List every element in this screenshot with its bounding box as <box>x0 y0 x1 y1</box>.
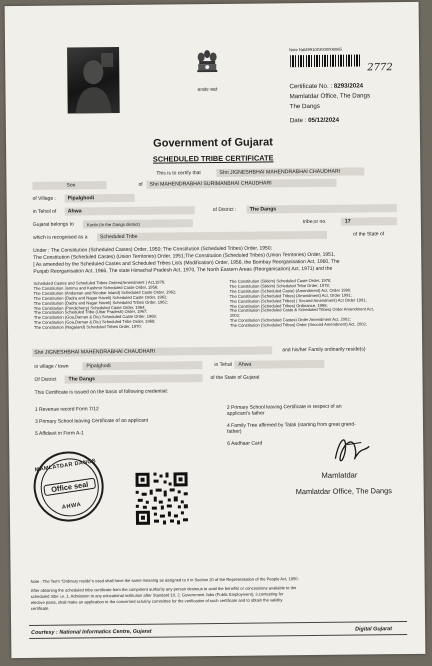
order-item: The Constitution (Scheduled Tribes) Order (Second Amendment) Act, 2002; <box>229 321 367 328</box>
order-item: The Constitution (Scheduled Tribes) Ordinance, 1996; <box>229 302 328 309</box>
of-district-value: The Dangs <box>68 376 96 383</box>
order-item: The Constitution (Scheduled Tribes) (Amendment) Act, Order 1991; <box>229 292 352 299</box>
barcode <box>290 54 360 67</box>
applicant-name: Shri JIGNESHBHAI MAHENDRABHAI CHAUDHARI <box>219 168 341 176</box>
order-item: The Constitution (Dadra and Nagar Haveli) Scheduled Tribes Order, 1962; <box>33 299 168 306</box>
issuing-office: Mamlatdar Office, The Dangs <box>289 92 371 101</box>
order-item: The Constitution (Goa,Daman & Diu) Scheduled Tribe Order, 1968; <box>33 318 156 326</box>
in-village-label: in village / town <box>34 363 69 370</box>
state-suffix: of the State of <box>352 231 385 238</box>
note-line-2: After obtaining the scheduled tribe certificate from the competent authority any person desirous to avail the benefits or concessions available to the <box>30 585 297 593</box>
under-line-1: Under : The Constitution (Scheduled Castes) Order, 1950; The Constitution (Scheduled Tribes) Order, 1950; <box>33 245 273 254</box>
footer-rule-top <box>29 621 407 626</box>
belongs-label: Gujarat belongs to <box>32 221 74 228</box>
order-item: The Constitution (Pondicherry) Scheduled Caste Order, 1964; <box>33 304 146 311</box>
national-emblem-icon <box>193 48 221 88</box>
under-line-2: The Constitution (Scheduled Castes) (Union Territories) Order, 1951;The Constitution (Scheduled Tribes) (Union Territories) Order, 1951, <box>33 251 336 261</box>
village-label: of Village : <box>32 195 56 202</box>
under-line-3: [ As amended by the Scheduled Castes and Scheduled Tribes Lists (Modification) Order, 1956, the Bombay Reorganisation Act, 1960, The <box>33 258 340 268</box>
state-of-gujarat: of the State of Gujarat <box>210 374 260 382</box>
note-line-4: elective posts, shall make an application to the concerned scrutiny committee for the verification of such certificate and to obtain the validity <box>30 597 283 605</box>
qr-code <box>133 470 190 527</box>
note-line-1: Note : The Term "Ordinary reside"s used shall have the same meaning as assigned to it in Section 20 of the Representation of the People Act, 1950. <box>30 576 299 584</box>
note-number: 24991003000008065 <box>303 46 342 53</box>
district-value: The Dangs <box>249 206 277 213</box>
issue-date-label: Date : <box>289 117 307 125</box>
applicant-photo <box>67 47 120 114</box>
order-item: The Constitution Scheduled Tribe (Uttar Pradesh) Order, 1967; <box>33 309 148 316</box>
village-value: Pipalghodi <box>67 195 95 202</box>
credential-item: father) <box>227 428 242 435</box>
certify-prefix: This is to certify that <box>156 170 201 177</box>
signatory-office: Mamlatdar Office, The Dangs <box>295 486 393 497</box>
certificate-title: SCHEDULED TRIBE CERTIFICATE <box>152 153 274 164</box>
emblem-caption: सत्यमेव जयते <box>197 86 218 93</box>
note-line-3: scheduled tribe i.e. 1. Admission to any educational institution after Standard 10, 2. Government Jobs (Public Employment), 3.contesting for <box>30 591 284 599</box>
certificate-number-label: Certificate No. : <box>289 82 333 91</box>
certificate-number-row <box>289 82 363 90</box>
government-title: Government of Gujarat <box>153 136 273 150</box>
district-label: of District : <box>212 206 237 214</box>
order-item: The Constitution (Nagaland) Scheduled Tribes Order, 1970; <box>33 323 142 331</box>
seal-top-text: MAMLATDAR DANGS <box>34 458 97 474</box>
resident-suffix: and his/her Family ordinarily reside(s) <box>282 346 366 354</box>
credential-item: 6 Aadhaar Card <box>227 440 263 447</box>
credential-item: 5 Affidavit in Form A-1 <box>35 430 84 437</box>
seal-center-text: Office seal <box>43 478 96 497</box>
under-line-4: Punjab Reorganisation Act, 1966, The state Himachal Pradesh Act, 1970, The North Eastern Areas (Reorganisation) Act, 1971) and the <box>33 265 333 275</box>
order-item: The Constitution (Scheduled Caste) (Amendment) Act, Order 1990; <box>229 287 352 294</box>
in-tehsil-value: Ahwa <box>238 361 252 368</box>
office-seal <box>29 447 109 527</box>
tribe-sr-label: tribe;sr no. <box>302 218 327 226</box>
tribe-value: Kunbi (In the Dangs district) <box>86 221 140 228</box>
credential-item: 2 Primary School leaving Certificate in respect of an <box>226 403 342 411</box>
order-item: The Constitution (Scheduled Tribes) ( Second Amendment) Act Order 1991; <box>229 297 367 304</box>
tehsil-label: in Tehsil of <box>32 208 57 215</box>
relation: Son <box>66 182 76 189</box>
tribe-sr-no: 17 <box>344 218 351 225</box>
certificate-paper <box>5 2 426 658</box>
signature-icon <box>327 428 375 469</box>
order-item: The Constitution (Dadra and Nagar Haveli) Scheduled Caste Order, 1962; <box>33 294 168 301</box>
in-tehsil-label: in Tehsil <box>214 361 233 369</box>
issue-date-row <box>290 117 339 125</box>
credential-item: 3 Primary School leaving Certificate of an applicant <box>34 417 149 425</box>
tehsil-value: Ahwa <box>67 208 82 215</box>
order-item: The Constitution (Sikkim) Scheduled Caste Order, 1978; <box>229 277 332 284</box>
person-silhouette-icon <box>67 47 120 114</box>
order-item: The Constitution (Sikkim) Scheduled Tribe Order, 1978; <box>229 282 330 289</box>
credential-item: 4 Family Tree affirmed by Talati (starting from great grand- <box>226 421 356 429</box>
certificate-number: 8293/2024 <box>333 82 364 90</box>
order-item: The Constitution (Scheduled Caste & Scheduled Tribes) Order Amendment Act, <box>229 306 374 314</box>
orders-left-column <box>33 280 224 331</box>
recognised-label: which is recognised as a <box>32 234 88 241</box>
footer-credit: Courtesy : National Informatics Centre, Gujarat <box>31 628 152 636</box>
issue-date: 05/12/2024 <box>308 116 340 125</box>
credential-intro: This Certificate is issued on the basis of following credential: <box>34 388 169 396</box>
order-item: The Constitution (Scheduled Castes) Order Amendment Act, 2002; <box>229 316 351 324</box>
credential-item: 1 Revenue record Form 7/12 <box>34 406 99 413</box>
parent-name: Shri MAHENDRABHAI SURIMANBHAI CHAUDHARI <box>149 180 272 188</box>
orders-right-column <box>229 278 410 329</box>
handwritten-number: 2772 <box>367 62 393 74</box>
signatory-designation: Mamlatdar <box>321 470 358 480</box>
order-item: The Constitution Jammu and Kashmir Scheduled Caste Order, 1956; <box>33 284 159 291</box>
order-item: Scheduled Castes and Scheduled Tribes Orders(Amendment ) Act,1976; <box>33 279 166 286</box>
header-district: The Dangs <box>289 102 320 111</box>
of-district-label: Of District <box>34 376 57 383</box>
of-label: of <box>138 181 143 188</box>
order-item: 2002; <box>229 313 241 319</box>
order-item: The Constitution (Goa,Daman & Diu) Scheduled Caste Order, 1968; <box>33 313 157 321</box>
footer-brand: Digital Gujarat <box>355 626 393 633</box>
order-item: The Constitution (Andaman and Nicobar Island) Scheduled Caste Order, 1962; <box>33 289 177 296</box>
recognised-value: Scheduled Tribe <box>99 233 138 241</box>
in-village-value: Pipalghodi <box>86 363 111 370</box>
seal-bottom-text: AHWA <box>61 501 82 511</box>
note-line-5: certificate. <box>30 605 50 611</box>
resident-name: Shri JIGNESHBHAI MAHENDRABHAI CHAUDHARI <box>34 348 156 356</box>
credential-item: applicant's father <box>226 410 265 417</box>
note-number-label: Note No.: <box>289 47 307 53</box>
